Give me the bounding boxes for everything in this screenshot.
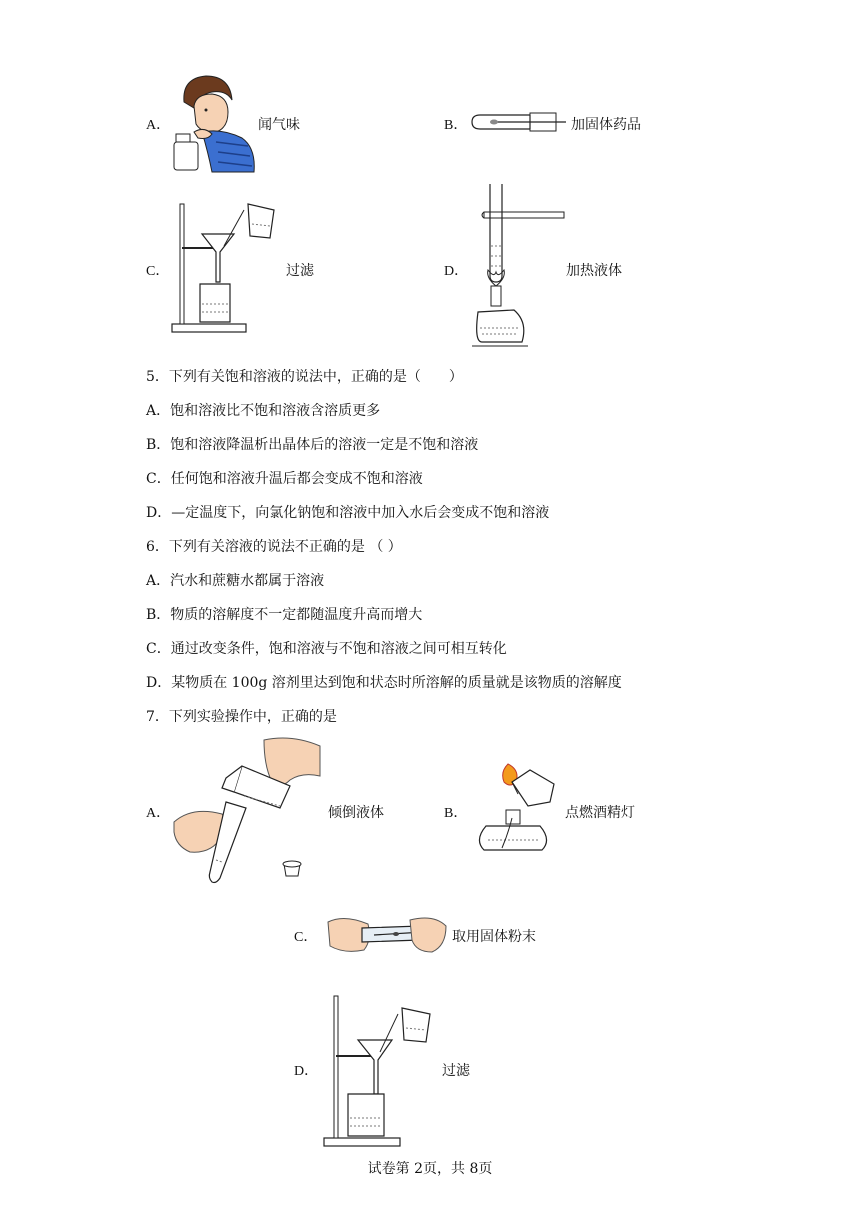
q5-option-b: B．饱和溶液降温析出晶体后的溶液一定是不饱和溶液 [146,437,479,453]
q5-option-a: A．饱和溶液比不饱和溶液含溶质更多 [146,403,381,419]
smelling-illustration [172,72,256,172]
option-caption: 过滤 [442,1063,470,1079]
option-caption: 点燃酒精灯 [565,805,635,821]
q5-option-c: C．任何饱和溶液升温后都会变成不饱和溶液 [146,471,423,487]
option-caption: 倾倒液体 [328,805,384,821]
powder-in-test-tube-illustration [324,910,448,958]
option-caption: 加热液体 [566,263,622,279]
filtration-apparatus-illustration [170,196,282,336]
option-letter: B． [444,806,468,821]
option-caption: 闻气味 [258,117,300,133]
q6-option-d: D．某物质在 100g 溶剂里达到饱和状态时所溶解的质量就是该物质的溶解度 [146,675,622,691]
q5-option-d: D．—定温度下，向氯化钠饱和溶液中加入水后会变成不饱和溶液 [146,505,550,521]
filtration-apparatus-illustration [322,994,440,1150]
option-letter: D． [294,1064,319,1079]
q6-option-c: C．通过改变条件，饱和溶液与不饱和溶液之间可相互转化 [146,641,507,657]
heating-liquid-illustration [470,182,570,354]
option-letter: C． [294,930,318,945]
option-caption: 取用固体粉末 [452,929,536,945]
q6-stem: 6．下列有关溶液的说法不正确的是 （ ） [146,539,402,555]
pouring-liquid-illustration [172,736,324,886]
option-letter: A． [146,806,171,821]
q6-option-a: A．汽水和蔗糖水都属于溶液 [146,573,325,589]
option-letter: A． [146,118,171,133]
option-letter: B． [444,118,468,133]
option-letter: C． [146,264,170,279]
option-caption: 过滤 [286,263,314,279]
test-tube-horizontal-illustration [470,110,570,134]
lighting-alcohol-lamp-illustration [472,760,562,856]
q5-stem: 5．下列有关饱和溶液的说法中，正确的是（ ） [146,369,463,385]
option-caption: 加固体药品 [571,117,641,133]
page-footer: 试卷第 2页，共 8页 [367,1161,493,1177]
q6-option-b: B．物质的溶解度不一定都随温度升高而增大 [146,607,423,623]
q7-stem: 7．下列实验操作中，正确的是 [146,709,337,725]
option-letter: D． [444,264,469,279]
